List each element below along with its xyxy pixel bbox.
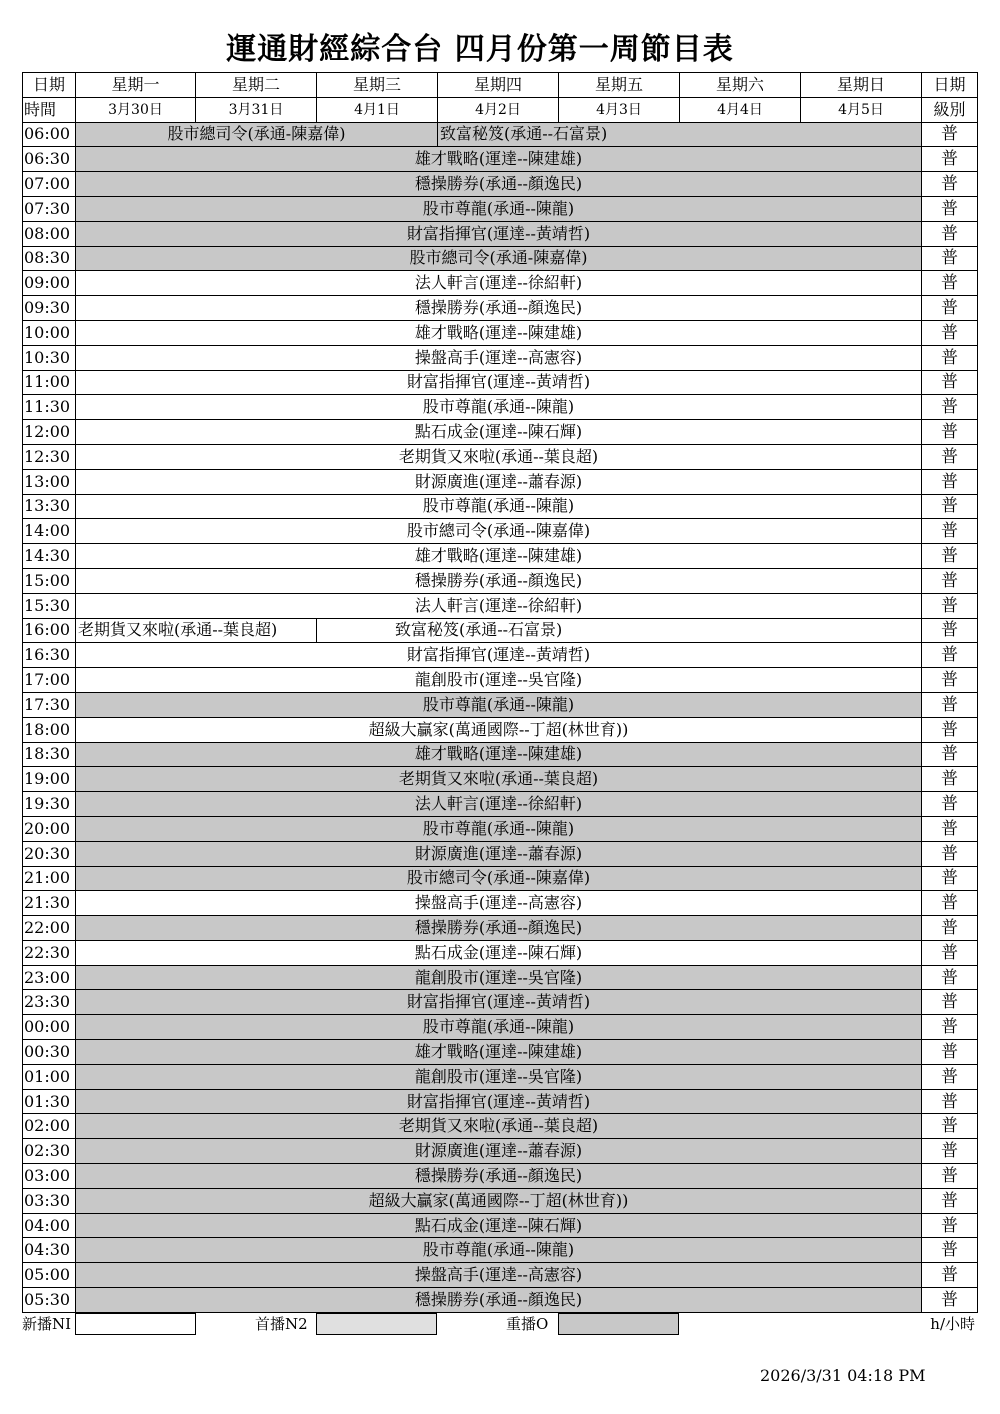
- time-slot: 18:30: [23, 742, 76, 767]
- schedule-row: [23, 494, 978, 519]
- time-slot: 23:30: [23, 990, 76, 1015]
- time-slot: 01:30: [23, 1089, 76, 1114]
- program-cell: 穩操勝券(承通--顏逸民): [76, 172, 922, 197]
- day-header: 星期五: [559, 73, 680, 98]
- day-header: 星期四: [438, 73, 559, 98]
- rating-cell: 普: [922, 1188, 978, 1213]
- time-slot: 08:30: [23, 246, 76, 271]
- program-cell: 股市尊龍(承通--陳龍): [76, 816, 922, 841]
- rating-cell: 普: [922, 668, 978, 693]
- legend-new-swatch: [75, 1313, 196, 1335]
- rating-cell: 普: [922, 444, 978, 469]
- schedule-row: [23, 544, 978, 569]
- rating-cell: 普: [922, 147, 978, 172]
- program-cell: 法人軒言(運達--徐紹軒): [76, 593, 922, 618]
- rating-cell: 普: [922, 320, 978, 345]
- schedule-row: [23, 568, 978, 593]
- rating-cell: 普: [922, 1213, 978, 1238]
- program-cell: 老期貨又來啦(承通--葉良超): [76, 1114, 922, 1139]
- schedule-row: [23, 1238, 978, 1263]
- rating-cell: 普: [922, 1114, 978, 1139]
- schedule-row: [23, 271, 978, 296]
- program-cell: 點石成金(運達--陳石輝): [76, 940, 922, 965]
- schedule-row: [23, 320, 978, 345]
- program-cell: 龍創股市(運達--吳官隆): [76, 965, 922, 990]
- schedule-row: [23, 345, 978, 370]
- day-header-row: [23, 73, 978, 98]
- rating-cell: 普: [922, 742, 978, 767]
- legend: [22, 1312, 977, 1336]
- program-cell: 法人軒言(運達--徐紹軒): [76, 792, 922, 817]
- schedule-body: [23, 122, 978, 1312]
- rating-cell: 普: [922, 792, 978, 817]
- program-cell: 超級大贏家(萬通國際--丁超(林世育)): [76, 717, 922, 742]
- program-cell: 雄才戰略(運達--陳建雄): [76, 320, 922, 345]
- program-cell: 雄才戰略(運達--陳建雄): [76, 544, 922, 569]
- day-header: 星期一: [76, 73, 196, 98]
- schedule-row: [23, 122, 978, 147]
- schedule-row: [23, 792, 978, 817]
- legend-premiere-label: 首播N2: [255, 1315, 308, 1333]
- rating-cell: 普: [922, 866, 978, 891]
- time-slot: 17:00: [23, 668, 76, 693]
- schedule-row: [23, 816, 978, 841]
- schedule-row: [23, 519, 978, 544]
- schedule-row: [23, 246, 978, 271]
- schedule-row: [23, 1064, 978, 1089]
- program-cell: 穩操勝券(承通--顏逸民): [76, 1164, 922, 1189]
- program-cell: 法人軒言(運達--徐紹軒): [76, 271, 922, 296]
- schedule-row: [23, 221, 978, 246]
- day-header: 星期六: [680, 73, 801, 98]
- program-cell: 操盤高手(運達--高憲容): [76, 1263, 922, 1288]
- rating-cell: 普: [922, 122, 978, 147]
- schedule-table: [22, 72, 978, 1313]
- day-header: 星期日: [801, 73, 922, 98]
- time-slot: 12:30: [23, 444, 76, 469]
- schedule-row: [23, 965, 978, 990]
- time-slot: 02:00: [23, 1114, 76, 1139]
- schedule-row: [23, 692, 978, 717]
- schedule-row: [23, 1213, 978, 1238]
- schedule-row: [23, 1188, 978, 1213]
- rating-header: 級別: [922, 97, 978, 122]
- date-header-row: [23, 97, 978, 122]
- program-cell: 操盤高手(運達--高憲容): [76, 345, 922, 370]
- schedule-row: [23, 370, 978, 395]
- rating-cell: 普: [922, 1288, 978, 1313]
- rating-cell: 普: [922, 469, 978, 494]
- time-slot: 04:00: [23, 1213, 76, 1238]
- schedule-row: [23, 940, 978, 965]
- program-cell: 老期貨又來啦(承通--葉良超): [76, 444, 922, 469]
- time-slot: 03:30: [23, 1188, 76, 1213]
- schedule-row: [23, 444, 978, 469]
- time-slot: 01:00: [23, 1064, 76, 1089]
- date-header: 4月3日: [559, 97, 680, 122]
- time-slot: 17:30: [23, 692, 76, 717]
- schedule-row: [23, 1263, 978, 1288]
- program-cell: 穩操勝券(承通--顏逸民): [76, 568, 922, 593]
- rating-cell: 普: [922, 519, 978, 544]
- rating-cell: 普: [922, 618, 978, 643]
- rating-cell: 普: [922, 916, 978, 941]
- time-header-label: 時間: [23, 97, 76, 122]
- program-cell: 股市尊龍(承通--陳龍): [76, 395, 922, 420]
- date-header: 4月5日: [801, 97, 922, 122]
- schedule-row: [23, 593, 978, 618]
- time-slot: 07:30: [23, 196, 76, 221]
- program-cell: 股市總司令(承通--陳嘉偉): [76, 519, 922, 544]
- time-slot: 15:30: [23, 593, 76, 618]
- time-slot: 11:00: [23, 370, 76, 395]
- schedule-row: [23, 172, 978, 197]
- time-slot: 12:00: [23, 420, 76, 445]
- print-timestamp: 2026/3/31 04:18 PM: [760, 1366, 926, 1385]
- time-slot: 18:00: [23, 717, 76, 742]
- legend-unit-label: h/小時: [930, 1315, 975, 1333]
- program-cell: 致富秘笈(承通--石富景): [317, 618, 922, 643]
- time-slot: 21:30: [23, 891, 76, 916]
- rating-cell: 普: [922, 172, 978, 197]
- time-slot: 10:00: [23, 320, 76, 345]
- time-slot: 07:00: [23, 172, 76, 197]
- day-header: 星期二: [196, 73, 317, 98]
- schedule-row: [23, 668, 978, 693]
- time-slot: 19:00: [23, 767, 76, 792]
- rating-cell: 普: [922, 1238, 978, 1263]
- page-title: 運通財經綜合台 四月份第一周節目表: [226, 32, 734, 67]
- program-cell: 財富指揮官(運達--黃靖哲): [76, 990, 922, 1015]
- program-cell: 財源廣進(運達--蕭春源): [76, 1139, 922, 1164]
- rating-cell: 普: [922, 296, 978, 321]
- time-slot: 15:00: [23, 568, 76, 593]
- schedule-row: [23, 618, 978, 643]
- schedule-row: [23, 1288, 978, 1313]
- schedule-row: [23, 1139, 978, 1164]
- schedule-row: [23, 1114, 978, 1139]
- time-slot: 20:00: [23, 816, 76, 841]
- rating-cell: 普: [922, 1015, 978, 1040]
- day-header-label: 日期: [23, 73, 76, 98]
- rating-cell: 普: [922, 1040, 978, 1065]
- program-cell: 龍創股市(運達--吳官隆): [76, 1064, 922, 1089]
- program-cell: 財源廣進(運達--蕭春源): [76, 841, 922, 866]
- time-slot: 06:30: [23, 147, 76, 172]
- rating-cell: 普: [922, 420, 978, 445]
- time-slot: 03:00: [23, 1164, 76, 1189]
- schedule-row: [23, 296, 978, 321]
- schedule-row: [23, 916, 978, 941]
- rating-cell: 普: [922, 767, 978, 792]
- program-cell: 點石成金(運達--陳石輝): [76, 1213, 922, 1238]
- program-cell: 雄才戰略(運達--陳建雄): [76, 742, 922, 767]
- date-header: 4月4日: [680, 97, 801, 122]
- legend-rerun-swatch: [558, 1313, 679, 1335]
- time-slot: 00:00: [23, 1015, 76, 1040]
- program-cell: 財富指揮官(運達--黃靖哲): [76, 221, 922, 246]
- schedule-row: [23, 1040, 978, 1065]
- time-slot: 10:30: [23, 345, 76, 370]
- program-cell: 超級大贏家(萬通國際--丁超(林世育)): [76, 1188, 922, 1213]
- program-cell: 穩操勝券(承通--顏逸民): [76, 296, 922, 321]
- time-slot: 02:30: [23, 1139, 76, 1164]
- time-slot: 09:30: [23, 296, 76, 321]
- program-cell: 財源廣進(運達--蕭春源): [76, 469, 922, 494]
- schedule-row: [23, 1089, 978, 1114]
- schedule-row: [23, 1164, 978, 1189]
- legend-premiere-swatch: [316, 1313, 437, 1335]
- schedule-row: [23, 395, 978, 420]
- time-slot: 05:30: [23, 1288, 76, 1313]
- rating-cell: 普: [922, 1064, 978, 1089]
- program-cell: 股市尊龍(承通--陳龍): [76, 1015, 922, 1040]
- rating-cell: 普: [922, 271, 978, 296]
- date-header: 3月31日: [196, 97, 317, 122]
- time-slot: 22:30: [23, 940, 76, 965]
- schedule-row: [23, 147, 978, 172]
- schedule-row: [23, 767, 978, 792]
- time-slot: 14:30: [23, 544, 76, 569]
- time-slot: 04:30: [23, 1238, 76, 1263]
- rating-cell: 普: [922, 1263, 978, 1288]
- rating-cell: 普: [922, 841, 978, 866]
- time-slot: 22:00: [23, 916, 76, 941]
- time-slot: 13:00: [23, 469, 76, 494]
- program-cell: 股市尊龍(承通--陳龍): [76, 1238, 922, 1263]
- rating-cell: 普: [922, 196, 978, 221]
- rating-cell: 普: [922, 717, 978, 742]
- time-slot: 13:30: [23, 494, 76, 519]
- time-slot: 21:00: [23, 866, 76, 891]
- rating-cell: 普: [922, 593, 978, 618]
- rating-cell: 普: [922, 643, 978, 668]
- time-slot: 09:00: [23, 271, 76, 296]
- program-cell: 股市總司令(承通-陳嘉偉): [76, 246, 922, 271]
- legend-rerun-label: 重播O: [506, 1315, 549, 1333]
- rating-cell: 普: [922, 370, 978, 395]
- rating-cell: 普: [922, 345, 978, 370]
- schedule-row: [23, 841, 978, 866]
- time-slot: 23:00: [23, 965, 76, 990]
- date-header: 3月30日: [76, 97, 196, 122]
- program-cell: 股市尊龍(承通--陳龍): [76, 196, 922, 221]
- schedule-row: [23, 990, 978, 1015]
- legend-new-label: 新播NI: [22, 1315, 72, 1333]
- program-cell: 老期貨又來啦(承通--葉良超): [76, 618, 317, 643]
- program-cell: 財富指揮官(運達--黃靖哲): [76, 1089, 922, 1114]
- program-cell: 財富指揮官(運達--黃靖哲): [76, 643, 922, 668]
- date-header: 4月2日: [438, 97, 559, 122]
- rating-cell: 普: [922, 1164, 978, 1189]
- program-cell: 股市尊龍(承通--陳龍): [76, 692, 922, 717]
- rating-day-header: 日期: [922, 73, 978, 98]
- date-header: 4月1日: [317, 97, 438, 122]
- rating-cell: 普: [922, 544, 978, 569]
- program-cell: 穩操勝券(承通--顏逸民): [76, 916, 922, 941]
- program-cell: 穩操勝券(承通--顏逸民): [76, 1288, 922, 1313]
- program-cell: 雄才戰略(運達--陳建雄): [76, 147, 922, 172]
- schedule-row: [23, 742, 978, 767]
- program-cell: 點石成金(運達--陳石輝): [76, 420, 922, 445]
- rating-cell: 普: [922, 1089, 978, 1114]
- schedule-row: [23, 1015, 978, 1040]
- program-cell: 股市總司令(承通--陳嘉偉): [76, 866, 922, 891]
- rating-cell: 普: [922, 990, 978, 1015]
- schedule-row: [23, 420, 978, 445]
- rating-cell: 普: [922, 816, 978, 841]
- time-slot: 11:30: [23, 395, 76, 420]
- rating-cell: 普: [922, 965, 978, 990]
- program-cell: 股市尊龍(承通--陳龍): [76, 494, 922, 519]
- time-slot: 16:30: [23, 643, 76, 668]
- program-cell: 財富指揮官(運達--黃靖哲): [76, 370, 922, 395]
- time-slot: 06:00: [23, 122, 76, 147]
- time-slot: 14:00: [23, 519, 76, 544]
- program-cell: 雄才戰略(運達--陳建雄): [76, 1040, 922, 1065]
- schedule-row: [23, 196, 978, 221]
- rating-cell: 普: [922, 395, 978, 420]
- schedule-row: [23, 643, 978, 668]
- time-slot: 20:30: [23, 841, 76, 866]
- program-cell: 龍創股市(運達--吳官隆): [76, 668, 922, 693]
- rating-cell: 普: [922, 494, 978, 519]
- rating-cell: 普: [922, 891, 978, 916]
- time-slot: 00:30: [23, 1040, 76, 1065]
- time-slot: 05:00: [23, 1263, 76, 1288]
- schedule-row: [23, 717, 978, 742]
- time-slot: 08:00: [23, 221, 76, 246]
- time-slot: 19:30: [23, 792, 76, 817]
- day-header: 星期三: [317, 73, 438, 98]
- program-cell: 老期貨又來啦(承通--葉良超): [76, 767, 922, 792]
- rating-cell: 普: [922, 940, 978, 965]
- schedule-row: [23, 891, 978, 916]
- time-slot: 16:00: [23, 618, 76, 643]
- program-cell: 操盤高手(運達--高憲容): [76, 891, 922, 916]
- program-cell: 股市總司令(承通-陳嘉偉): [76, 122, 438, 147]
- program-cell: 致富秘笈(承通--石富景): [438, 122, 922, 147]
- schedule-row: [23, 469, 978, 494]
- schedule-row: [23, 866, 978, 891]
- rating-cell: 普: [922, 221, 978, 246]
- rating-cell: 普: [922, 692, 978, 717]
- rating-cell: 普: [922, 568, 978, 593]
- rating-cell: 普: [922, 246, 978, 271]
- rating-cell: 普: [922, 1139, 978, 1164]
